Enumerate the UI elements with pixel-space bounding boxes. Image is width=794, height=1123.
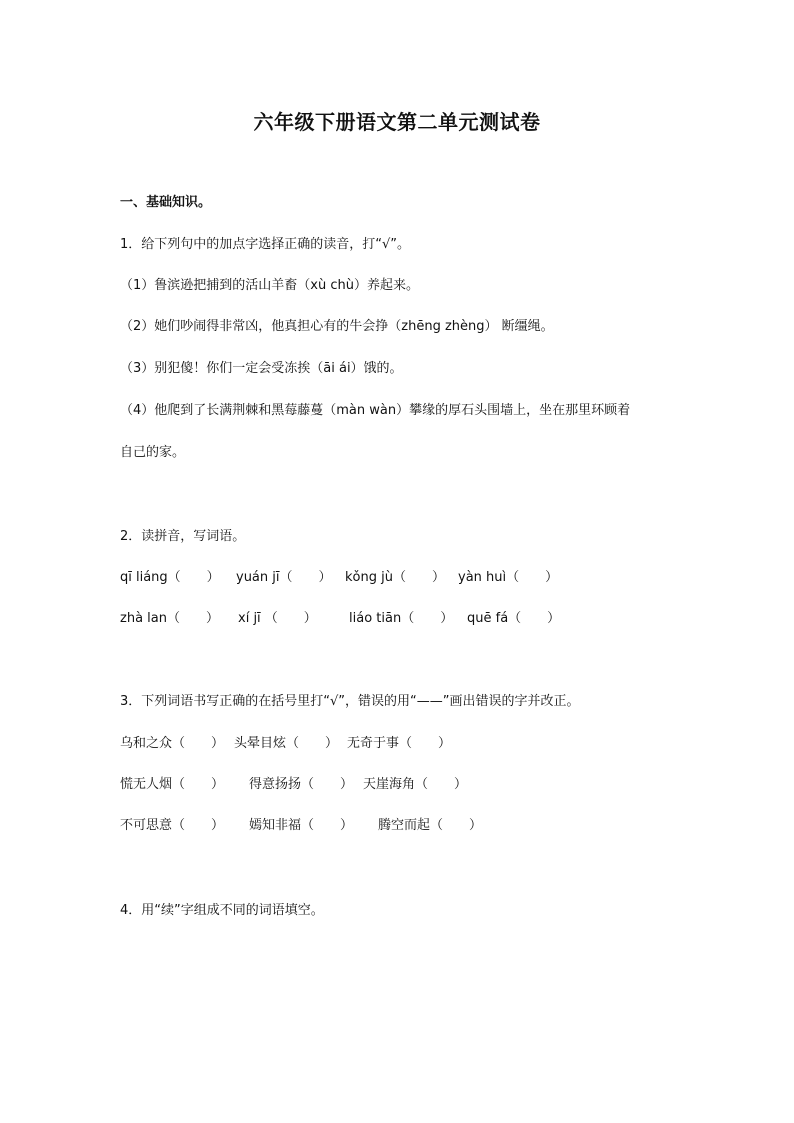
pinyin-blank[interactable]: yuán jī（ ） bbox=[236, 570, 332, 585]
pinyin-blank[interactable]: xí jī （ ） bbox=[238, 611, 317, 626]
question-4-prompt: 4．用“续”字组成不同的词语填空。 bbox=[120, 903, 324, 918]
question-2-prompt: 2．读拼音，写词语。 bbox=[120, 529, 246, 544]
pinyin-blank[interactable]: quē fá（ ） bbox=[467, 611, 561, 626]
pinyin-blank[interactable]: kǒng jù（ ） bbox=[345, 570, 445, 585]
question-1-prompt: 1．给下列句中的加点字选择正确的读音，打“√”。 bbox=[120, 237, 411, 252]
word-check-blank[interactable]: 得意扬扬（ ） bbox=[249, 777, 354, 792]
word-check-blank[interactable]: 腾空而起（ ） bbox=[378, 818, 483, 833]
question-1-item-4-continued: 自己的家。 bbox=[120, 445, 186, 460]
pinyin-blank[interactable]: zhà lan（ ） bbox=[120, 611, 219, 626]
question-1-item-1: （1）鲁滨逊把捕到的活山羊畜（xù chù）养起来。 bbox=[120, 278, 419, 293]
question-1-item-2: （2）她们吵闹得非常凶，他真担心有的牛会挣（zhēng zhèng） 断缰绳。 bbox=[120, 319, 554, 334]
page-title: 六年级下册语文第二单元测试卷 bbox=[253, 110, 541, 134]
word-check-blank[interactable]: 天崖海角（ ） bbox=[363, 777, 468, 792]
word-check-blank[interactable]: 慌无人烟（ ） bbox=[120, 777, 225, 792]
pinyin-blank[interactable]: liáo tiān（ ） bbox=[349, 611, 454, 626]
word-check-blank[interactable]: 乌和之众（ ） bbox=[120, 736, 225, 751]
pinyin-blank[interactable]: yàn huì（ ） bbox=[458, 570, 559, 585]
word-check-blank[interactable]: 头晕目炫（ ） bbox=[234, 736, 339, 751]
question-3-prompt: 3．下列词语书写正确的在括号里打“√”，错误的用“——”画出错误的字并改正。 bbox=[120, 694, 580, 709]
question-1-item-3: （3）别犯傻！你们一定会受冻挨（āi ái）饿的。 bbox=[120, 361, 403, 376]
section-heading: 一、基础知识。 bbox=[120, 195, 212, 210]
pinyin-blank[interactable]: qī liáng（ ） bbox=[120, 570, 220, 585]
word-check-blank[interactable]: 不可思意（ ） bbox=[120, 818, 225, 833]
question-1-item-4: （4）他爬到了长满荆棘和黑莓藤蔓（màn wàn）攀缘的厚石头围墙上，坐在那里环顾着 bbox=[120, 403, 631, 418]
word-check-blank[interactable]: 嫣知非福（ ） bbox=[249, 818, 354, 833]
word-check-blank[interactable]: 无奇于事（ ） bbox=[347, 736, 452, 751]
